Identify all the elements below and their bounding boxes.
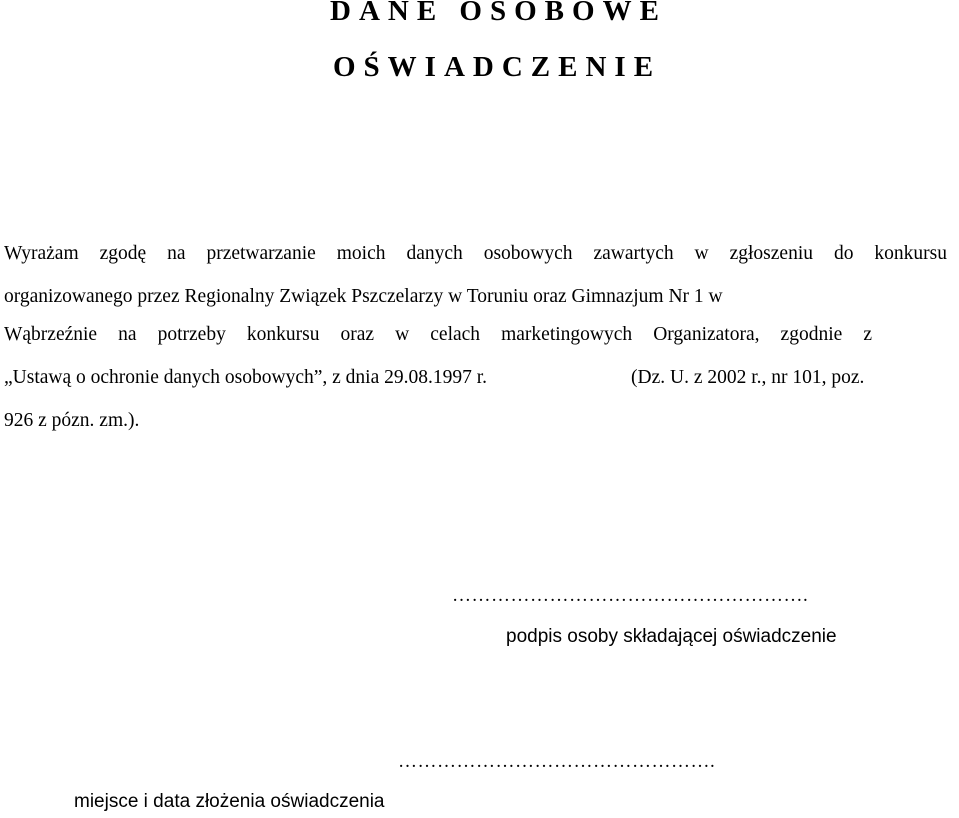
consent-text-line-3: Wąbrzeźnie na potrzeby konkursu oraz w celach marketingowych Organizatora, zgodnie z — [4, 324, 872, 345]
place-date-line: …………………………………………. — [398, 751, 716, 772]
consent-text-line-2: organizowanego przez Regionalny Związek Pszczelarzy w Toruniu oraz Gimnazjum Nr 1 w — [4, 286, 723, 307]
document-title: DANE OSOBOWE — [330, 0, 667, 27]
consent-text-line-4-reference: (Dz. U. z 2002 r., nr 101, poz. — [631, 367, 865, 388]
document-subtitle: OŚWIADCZENIE — [333, 51, 662, 83]
consent-text-line-1: Wyrażam zgodę na przetwarzanie moich danych osobowych zawartych w zgłoszeniu do konkursu — [4, 243, 947, 264]
signature-label: podpis osoby składającej oświadczenie — [506, 626, 837, 647]
signature-line: ………………………………………………. — [452, 585, 809, 606]
consent-text-line-5: 926 z pózn. zm.). — [4, 410, 140, 431]
consent-text-line-4 — [4, 368, 922, 388]
consent-text-line-4-act: „Ustawą o ochronie danych osobowych”, z dnia 29.08.1997 r. — [4, 367, 488, 388]
place-date-label: miejsce i data złożenia oświadczenia — [74, 791, 385, 812]
